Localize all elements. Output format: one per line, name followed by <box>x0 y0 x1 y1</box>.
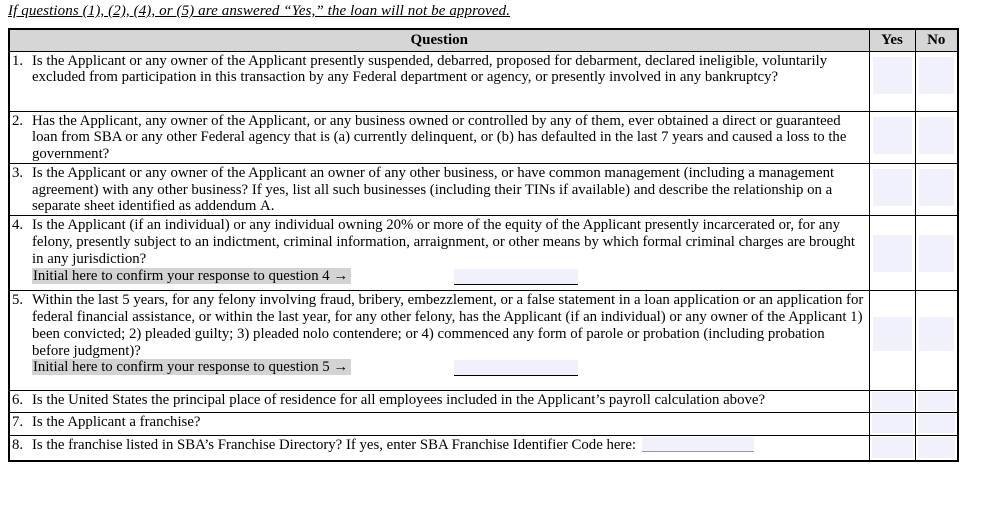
table-row <box>9 51 958 111</box>
table-row <box>9 391 958 413</box>
question-number: 3. <box>12 164 24 181</box>
question-number: 7. <box>12 414 24 431</box>
no-cell <box>915 163 958 215</box>
yes-cell <box>869 436 915 461</box>
no-checkbox-field[interactable] <box>919 57 955 94</box>
question-cell <box>9 436 869 461</box>
questions-table <box>8 28 959 462</box>
yes-checkbox-field[interactable] <box>873 235 912 272</box>
table-row <box>9 436 958 461</box>
question-cell <box>9 51 869 111</box>
table-row <box>9 291 958 391</box>
yes-header: Yes <box>869 29 915 51</box>
question-number: 4. <box>12 217 24 234</box>
yes-checkbox-field[interactable] <box>872 414 913 433</box>
no-cell <box>915 111 958 163</box>
no-checkbox-field[interactable] <box>918 392 956 411</box>
question-text: 8. Is the franchise listed in SBA’s Franchise Directory? If yes, enter SBA Franchise Identifier Code here: <box>12 437 865 454</box>
no-cell <box>915 216 958 291</box>
yes-cell <box>869 413 915 436</box>
table-row <box>9 111 958 163</box>
question-text: 7. Is the Applicant a franchise? <box>12 414 201 431</box>
question-number: 6. <box>12 392 24 409</box>
no-cell <box>915 391 958 413</box>
initial-confirmation-line <box>32 268 865 285</box>
franchise-identifier-code-input[interactable] <box>642 437 754 452</box>
question-cell <box>9 111 869 163</box>
yes-cell <box>869 291 915 391</box>
yes-cell <box>869 216 915 291</box>
question-text: 5. Within the last 5 years, for any felony involving fraud, bribery, embezzlement, or a false statement in a loan application or an application for federal financial assistance, or within the last year, for any other felony, has the Applicant (if an individual) or any owner of the Applicant 1) been convicted; 2) pleaded guilty; 3) pleaded nolo contendere; or 4) commenced any form of parole or probation (including probation before judgment)? <box>12 292 864 359</box>
yes-cell <box>869 163 915 215</box>
question-text: 2. Has the Applicant, any owner of the Applicant, or any business owned or controlled by any of them, ever obtained a direct or guaranteed loan from SBA or any other Federal agency that is (a) currently delinquent, or (b) has defaulted in the last 7 years and caused a loss to the government? <box>12 112 847 163</box>
no-cell <box>915 291 958 391</box>
question-cell <box>9 163 869 215</box>
table-row <box>9 413 958 436</box>
question-number: 5. <box>12 292 24 309</box>
table-header-row <box>9 29 958 51</box>
question-cell <box>9 291 869 391</box>
yes-checkbox-field[interactable] <box>872 437 913 458</box>
no-checkbox-field[interactable] <box>919 169 955 206</box>
table-row <box>9 163 958 215</box>
yes-checkbox-field[interactable] <box>873 317 912 351</box>
question-text: 1. Is the Applicant or any owner of the Applicant presently suspended, debarred, proposed for debarment, declared ineligible, voluntarily excluded from participation in this transaction by any Federal department or agency, or presently involved in any bankruptcy? <box>12 52 828 86</box>
no-checkbox-field[interactable] <box>919 317 955 351</box>
question-cell <box>9 391 869 413</box>
yes-cell <box>869 51 915 111</box>
no-checkbox-field[interactable] <box>919 117 955 154</box>
initial-here-label-q5: Initial here to confirm your response to question 5 → <box>32 359 351 375</box>
question-number: 2. <box>12 112 24 129</box>
no-checkbox-field[interactable] <box>918 437 956 458</box>
yes-checkbox-field[interactable] <box>872 392 913 411</box>
question-cell <box>9 413 869 436</box>
question-text: 4. Is the Applicant (if an individual) or any individual owning 20% or more of the equity of the Applicant presently incarcerated or, for any felony, presently subject to an indictment, criminal information, arraignment, or other means by which formal criminal charges are brought in any jurisdiction? <box>12 217 856 267</box>
no-cell <box>915 436 958 461</box>
no-cell <box>915 51 958 111</box>
initial-confirmation-line <box>32 359 865 376</box>
table-row <box>9 216 958 291</box>
yes-cell <box>869 391 915 413</box>
question-text: 3. Is the Applicant or any owner of the Applicant an owner of any other business, or have common management (including a management agreement) with any other business? If yes, list all such businesses (including their TINs if available) and describe the relationship on a separate sheet identified as addendum A. <box>12 164 835 215</box>
no-checkbox-field[interactable] <box>919 235 955 272</box>
yes-checkbox-field[interactable] <box>873 117 912 154</box>
question-number: 1. <box>12 52 24 69</box>
yes-cell <box>869 111 915 163</box>
initials-input-q5[interactable] <box>454 360 578 376</box>
no-cell <box>915 413 958 436</box>
initials-input-q4[interactable] <box>454 269 578 285</box>
yes-checkbox-field[interactable] <box>873 169 912 206</box>
question-cell <box>9 216 869 291</box>
question-text: 6. Is the United States the principal place of residence for all employees included in the Applicant’s payroll calculation above? <box>12 392 766 409</box>
question-header: Question <box>9 29 869 51</box>
initial-here-label-q4: Initial here to confirm your response to question 4 → <box>32 268 351 284</box>
question-number: 8. <box>12 437 24 454</box>
yes-checkbox-field[interactable] <box>873 57 912 94</box>
no-header: No <box>915 29 958 51</box>
no-checkbox-field[interactable] <box>918 414 956 433</box>
approval-note: If questions (1), (2), (4), or (5) are answered “Yes,” the loan will not be approved. <box>8 3 511 19</box>
